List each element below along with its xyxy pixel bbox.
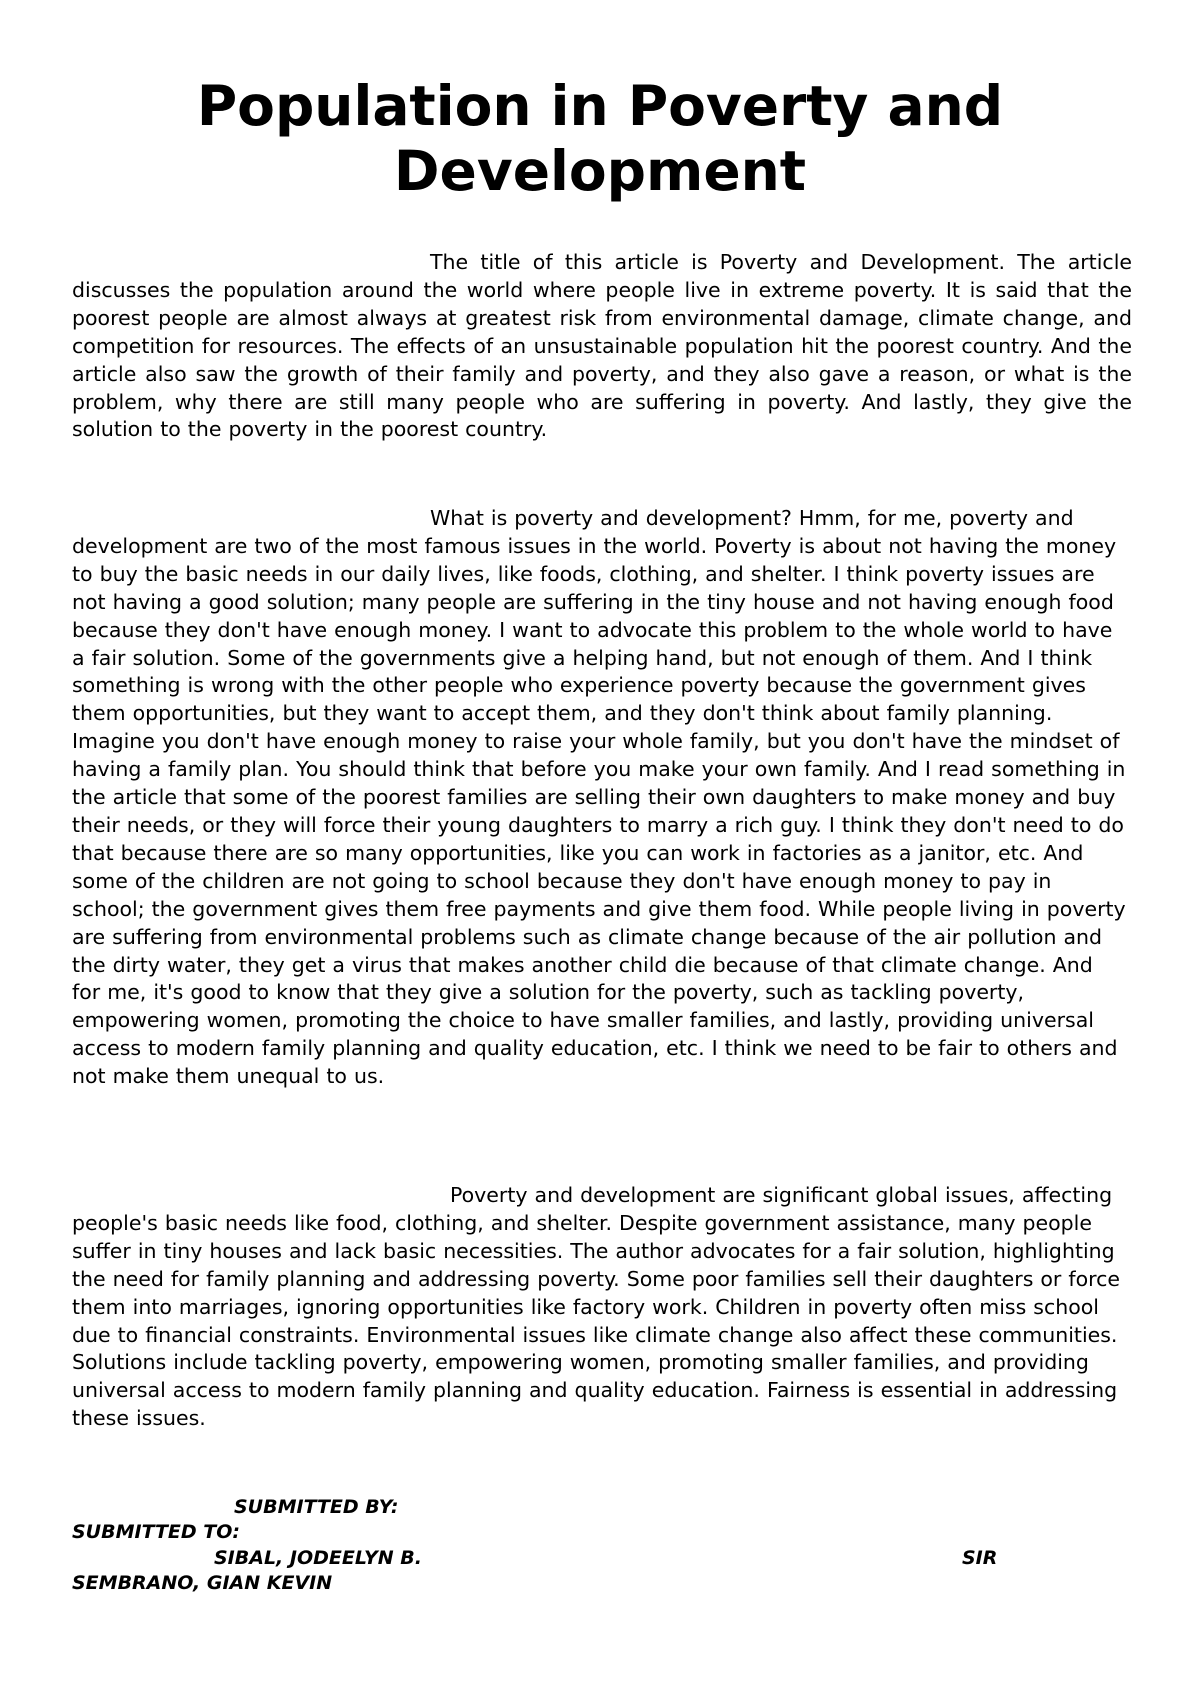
paragraph-summary: The title of this article is Poverty and Development. The article discusses the population around the world where people live in extreme poverty. It is said that the poorest people are almost always at greatest risk from environmental damage, climate change, and competition for resources. The effects of an unsustainable population hit the poorest country. And the article also saw the growth of their family and poverty, and they also gave a reason, or what is the problem, why there are still many people who are suffering in poverty. And lastly, they give the solution to the poverty in the poorest country. — [72, 250, 1132, 442]
recipient-prefix: SIR — [962, 1547, 998, 1569]
submitted-to-label: SUBMITTED TO: — [72, 1521, 241, 1543]
recipient-name: SEMBRANO, GIAN KEVIN — [72, 1572, 333, 1594]
paragraph-reflection: What is poverty and development? Hmm, for me, poverty and development are two of the most famous issues in the world. Poverty is about not having the money to buy the basic needs in our daily lives, like foods, clothing, and shelter. I think poverty issues are not having a good solution; many people are suffering in the tiny house and not having enough food because they don't have enough money. I want to advocate this problem to the whole world to have a fair solution. Some of the governments give a helping hand, but not enough of them. And I think something is wrong with the other people who experience poverty because the government gives them opportunities, but they want to accept them, and they don't think about family planning. Imagine you don't have enough money to raise your whole family, but you don't have the mindset of having a family plan. You should think that before you make your own family. And I read something in the article that some of the poorest families are selling their own daughters to make money and buy their needs, or they will force their young daughters to marry a rich guy. I think they don't need to do that because there are so many opportunities, like you can work in factories as a janitor, etc. And some of the children are not going to school because they don't have enough money to pay in school; the government gives them free payments and give them food. While people living in poverty are suffering from environmental problems such as climate change because of the air pollution and the dirty water, they get a virus that makes another child die because of that climate change. And for me, it's good to know that they give a solution for the poverty, such as tackling poverty, empowering women, promoting the choice to have smaller families, and lastly, providing universal access to modern family planning and quality education, etc. I think we need to be fair to others and not make them unequal to us. — [72, 506, 1126, 1089]
paragraph-conclusion: Poverty and development are significant global issues, affecting people's basic needs like food, clothing, and shelter. Despite government assistance, many people suffer in tiny houses and lack basic necessities. The author advocates for a fair solution, highlighting the need for family planning and addressing poverty. Some poor families sell their daughters or force them into marriages, ignoring opportunities like factory work. Children in poverty often miss school due to financial constraints. Environmental issues like climate change also affect these communities. Solutions include tackling poverty, empowering women, promoting smaller families, and providing universal access to modern family planning and quality education. Fairness is essential in addressing these issues. — [72, 1183, 1120, 1431]
submitter-name: SIBAL, JODEELYN B. — [214, 1547, 422, 1569]
document-title: Population in Poverty and Development — [196, 74, 1004, 203]
submitted-by-label: SUBMITTED BY: — [234, 1496, 399, 1518]
